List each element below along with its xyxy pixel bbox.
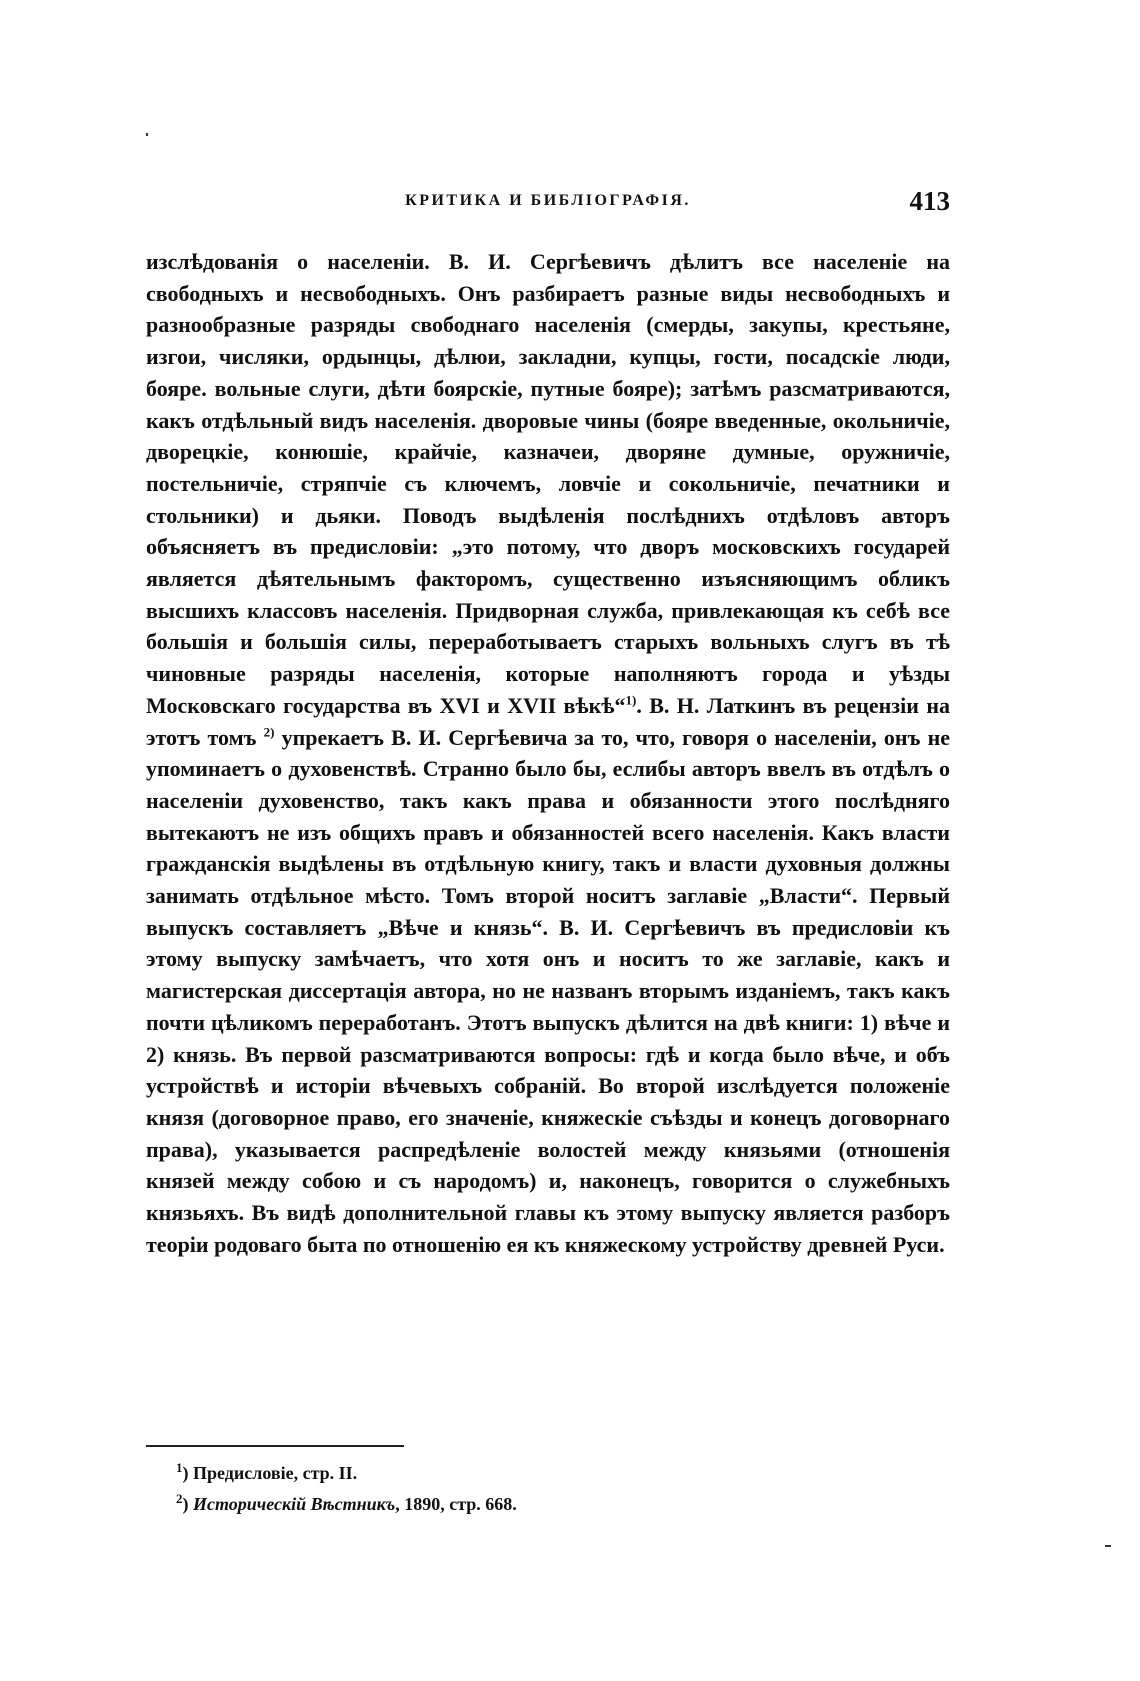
footnote-1 [176, 1458, 936, 1489]
footnote-source: Историческій Вѣстникъ [193, 1494, 396, 1514]
footnote-reference[interactable]: 2) [263, 724, 275, 740]
body-text-part: упрекаетъ В. И. Сергѣевича за то, что, говоря о населеніи, онъ не упоминаетъ о духовенствѣ. Странно было бы, еслибы авторъ ввелъ въ отдѣлъ о населеніи духовенство, такъ какъ права и обязанности этого послѣдняго вытекаютъ не изъ общихъ правъ и обязанностей всего населенія. Какъ власти гражданскія выдѣлены въ отдѣльную книгу, такъ и власти духовныя должны занимать отдѣльное мѣсто. Томъ второй носитъ заглавіе „Власти“. Первый выпускъ составляетъ „Вѣче и князь“. В. И. Сергѣевичъ въ предисловіи къ этому выпуску замѣчаетъ, что хотя онъ и носитъ то же заглавіе, какъ и магистерская диссертація автора, но не названъ вторымъ изданіемъ, такъ какъ почти цѣликомъ переработанъ. Этотъ выпускъ дѣлится на двѣ книги: 1) вѣче и 2) князь. Въ первой разсматриваются вопросы: гдѣ и когда было вѣче, и объ устройствѣ и исторіи вѣчевыхъ собраній. Во второй изслѣдуется положеніе князя (договорное право, его значеніе, княжескіе съѣзды и конецъ договорнаго права), указывается распредѣленіе волостей между князьями (отношенія князей между собою и съ народомъ) и, наконецъ, говорится о служебныхъ князьяхъ. Въ видѣ дополнительной главы къ этому выпуску является разборъ теоріи родоваго быта по отношенію ея къ княжескому устройству древней Руси. [146, 724, 951, 1257]
body-text-part: изслѣдованія о населеніи. В. И. Сергѣевичъ дѣлитъ все населеніе на свободныхъ и несвободныхъ. Онъ разбираетъ разные виды несвободныхъ и разнообразные разряды свободнаго населенія (смерды, закупы, крестьяне, изгои, числяки, ордынцы, дѣлюи, закладни, купцы, гости, посадскіе люди, бояре. вольные слуги, дѣти боярскіе, путные бояре); затѣмъ разсматриваются, какъ отдѣльный видъ населенія. дворовые чины (бояре введенные, окольничіе, дворецкіе, конюшіе, крайчіе, казначеи, дворяне думные, оружничіе, постельничіе, стряпчіе съ ключемъ, ловчіе и сокольничіе, печатники и стольники) и дьяки. Поводъ выдѣленія послѣднихъ отдѣловъ авторъ объясняетъ въ предисловіи: „это потому, что дворъ московскихъ государей является дѣятельнымъ факторомъ, существенно изъясняющимъ обликъ высшихъ классовъ населенія. Придворная служба, привлекающая къ себѣ все большія и большія силы, переработываетъ старыхъ вольныхъ слугъ въ тѣ чиновные разряды населенія, которые наполняютъ города и уѣзды Московскаго государства въ XVI и XVII вѣкѣ“ [146, 249, 950, 718]
running-head [146, 186, 950, 218]
footnotes [176, 1458, 936, 1520]
footnote-2: $^2$) Историческій Вѣстникъ, 1890, стр. 668. [176, 1491, 517, 1514]
footnote-reference[interactable]: 1) [625, 692, 637, 708]
body-text-part: . В. Н. Латкинъ въ рецензіи на этотъ томъ [146, 692, 950, 750]
footnote-text: ) Предисловіе, стр. II. [182, 1463, 358, 1483]
page-number: 413 [909, 186, 950, 216]
scan-speck [146, 133, 148, 136]
running-title: КРИТИКА И БИБЛІОГРАФІЯ. [405, 192, 691, 209]
footnote-mark: 1 [176, 1460, 183, 1475]
scan-speck [1105, 1545, 1111, 1547]
footnote-mark: 2 [176, 1491, 183, 1506]
footnote-divider [146, 1445, 404, 1447]
footnote-text: , 1890, стр. 668. [395, 1494, 517, 1514]
body-paragraph [146, 246, 950, 1261]
